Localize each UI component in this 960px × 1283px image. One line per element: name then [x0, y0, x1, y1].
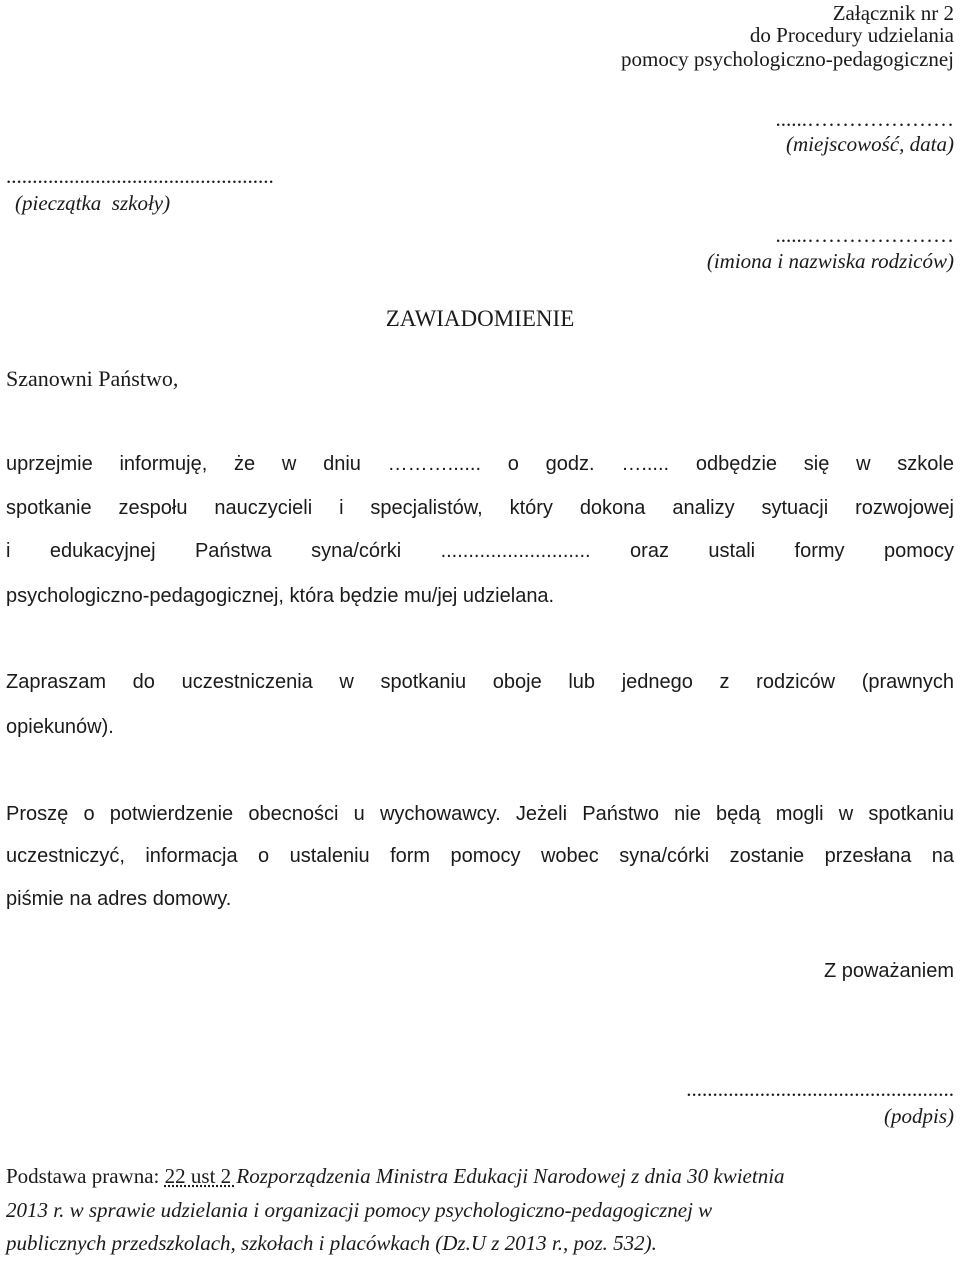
legal-year: 2013 r. — [6, 1198, 65, 1222]
stamp-label: (pieczątka szkoły) — [15, 191, 171, 215]
paragraph-1-line-4: psychologiczno-pedagogicznej, która będzie mu/jej udzielana. — [6, 585, 555, 607]
place-date-label: (miejscowość, data) — [786, 132, 954, 156]
paragraph-2-line-2: opiekunów). — [6, 716, 114, 738]
paragraph-1-line-2: spotkanie zespołu nauczycieli i specjalistów, który dokona analizy sytuacji rozwojowej — [6, 497, 954, 519]
parents-label: (imiona i nazwiska rodziców) — [706, 249, 954, 273]
attachment-line-1: Załącznik nr 2 — [832, 1, 954, 25]
legal-prefix: Podstawa prawna: — [6, 1164, 165, 1188]
legal-line-3: publicznych przedszkolach, szkołach i placówkach (Dz.U z 2013 r., poz. 532). — [6, 1231, 657, 1255]
legal-line-1 — [6, 1163, 785, 1189]
paragraph-2-line-1: Zapraszam do uczestniczenia w spotkaniu oboje lub jednego z rodziców (prawnych — [6, 671, 954, 693]
page-title: ZAWIADOMIENIE — [385, 306, 575, 331]
closing: Z poważaniem — [823, 960, 954, 982]
signature-label: (podpis) — [884, 1104, 954, 1128]
salutation: Szanowni Państwo, — [6, 366, 179, 391]
stamp-dots: ................................................... — [6, 164, 274, 188]
legal-subject: w sprawie udzielania i organizacji pomocy psychologiczno-pedagogicznej w — [64, 1198, 713, 1222]
paragraph-1-line-3: i edukacyjnej Państwa syna/córki ........................... oraz ustali formy pomocy — [6, 540, 954, 562]
signature-dots: ................................................... — [686, 1077, 954, 1101]
paragraph-1-line-1: uprzejmie informuję, że w dniu ………...... o godz. …..... odbędzie się w szkole — [6, 453, 954, 475]
legal-line-2 — [6, 1197, 712, 1223]
legal-section: 22 ust 2 — [164, 1164, 237, 1188]
place-date-dots: ......………………… — [775, 107, 954, 131]
attachment-line-2: do Procedury udzielania — [749, 23, 954, 47]
paragraph-3-line-1: Proszę o potwierdzenie obecności u wychowawcy. Jeżeli Państwo nie będą mogli w spotkaniu — [6, 803, 954, 825]
paragraph-3-line-2: uczestniczyć, informacja o ustaleniu form pomocy wobec syna/córki zostanie przesłana na — [6, 845, 954, 867]
attachment-line-3: pomocy psychologiczno-pedagogicznej — [621, 47, 954, 71]
parents-dots: ......………………… — [775, 223, 954, 247]
legal-regulation: Rozporządzenia Ministra Edukacji Narodowej z dnia 30 kwietnia — [236, 1164, 785, 1188]
paragraph-3-line-3: piśmie na adres domowy. — [6, 888, 232, 910]
